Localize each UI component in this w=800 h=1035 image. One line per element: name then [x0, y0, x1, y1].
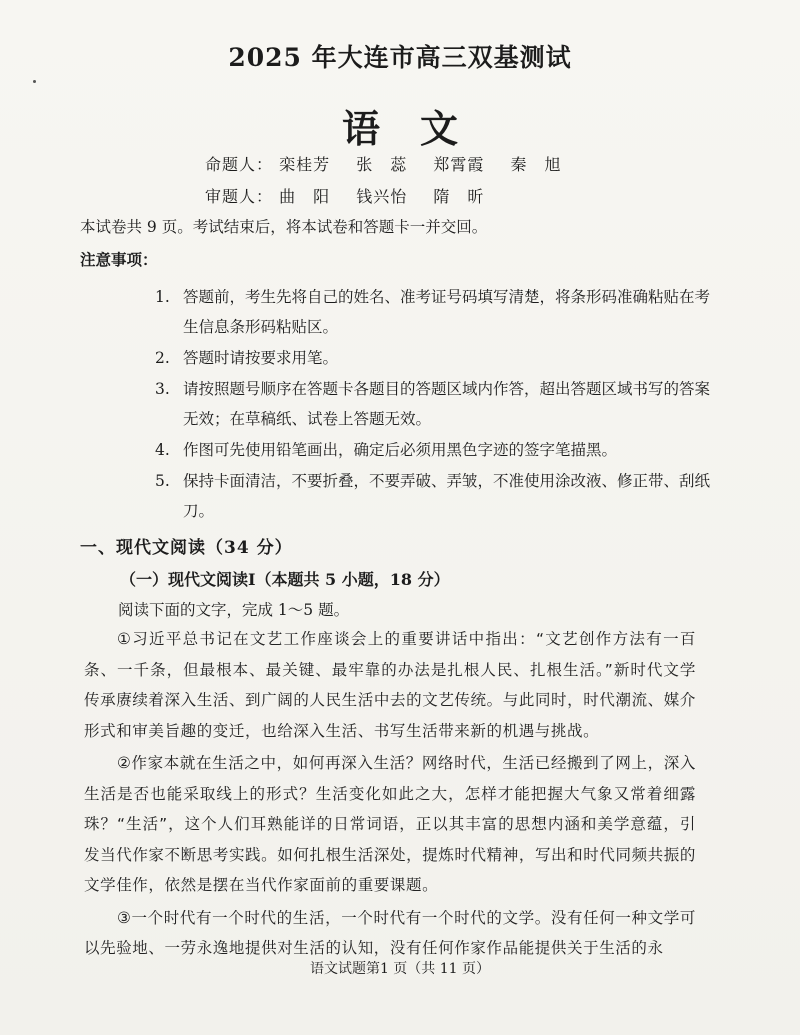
passage-paragraph: ③一个时代有一个时代的生活，一个时代有一个时代的文学。没有任何一种文学可以先验地、一劳永逸地提供对生活的认知，没有任何作家作品能提供关于生活的永 [84, 908, 696, 957]
reviewer-name: 钱兴怡 [356, 187, 408, 206]
notice-number: 3. [155, 380, 170, 398]
proposer-name: 秦 旭 [510, 155, 562, 174]
subject-title: 语文 [341, 106, 498, 151]
notice-item [155, 374, 715, 434]
notice-number: 1. [155, 288, 170, 306]
reading-instruction: 阅读下面的文字，完成 1～5 题。 [118, 601, 350, 619]
reading-passage [84, 624, 696, 966]
proposer-name: 郑霄霞 [433, 155, 485, 174]
scan-speck [33, 80, 36, 83]
proposer-name: 张 蕊 [356, 155, 408, 174]
notice-number: 4. [155, 441, 170, 459]
notice-item [155, 466, 715, 526]
reviewers-label: 审题人： [205, 187, 274, 206]
notice-number: 2. [155, 349, 170, 367]
subsection-heading: （一）现代文阅读Ⅰ（本题共 5 小题，18 分） [120, 570, 450, 589]
notice-item [155, 282, 715, 342]
notice-list [155, 282, 715, 527]
proposers-label: 命题人： [205, 155, 274, 174]
notice-item [155, 435, 715, 465]
notice-text: 答题前，考生先将自己的姓名、准考证号码填写清楚，将条形码准确粘贴在考生信息条形码粘贴区。 [183, 288, 711, 336]
passage-paragraph: ②作家本就在生活之中，如何再深入生活？网络时代，生活已经搬到了网上，深入生活是否也能采取线上的形式？生活变化如此之大，怎样才能把握大气象又常着细露珠？“生活”，这个人们耳熟能详的日常词语，正以其丰富的思想内涵和美学意蕴，引发当代作家不断思考实践。如何扎根生活深处，提炼时代精神，写出和时代同频共振的文学佳作，依然是摆在当代作家面前的重要课题。 [84, 754, 696, 894]
page-footer: 语文试题第1 页（共 11 页） [309, 961, 491, 977]
notice-text: 保持卡面清洁，不要折叠，不要弄破、弄皱，不准使用涂改液、修正带、刮纸刀。 [183, 472, 711, 520]
passage-paragraph: ①习近平总书记在文艺工作座谈会上的重要讲话中指出：“文艺创作方法有一百条、一千条，但最根本、最关键、最牢靠的办法是扎根人民、扎根生活。”新时代文学传承赓续着深入生活、到广阔的人民生活中去的文艺传统。与此同时，时代潮流、媒介形式和审美旨趣的变迁，也给深入生活、书写生活带来新的机遇与挑战。 [84, 630, 696, 740]
section-heading: 一、现代文阅读（34 分） [80, 538, 293, 558]
notice-heading: 注意事项： [80, 250, 158, 269]
proposer-name: 栾桂芳 [279, 155, 331, 174]
exam-title: 2025 年大连市高三双基测试 [228, 43, 572, 72]
proposers-line [205, 152, 581, 175]
notice-item [155, 343, 715, 373]
notice-number: 5. [155, 472, 170, 490]
reviewer-name: 曲 阳 [279, 187, 331, 206]
reviewers-line [205, 184, 504, 207]
notice-text: 答题时请按要求用笔。 [183, 349, 339, 367]
reviewer-name: 隋 昕 [433, 187, 485, 206]
exam-intro: 本试卷共 9 页。考试结束后，将本试卷和答题卡一并交回。 [80, 218, 488, 236]
notice-text: 请按照题号顺序在答题卡各题目的答题区域内作答，超出答题区域书写的答案无效；在草稿纸、试卷上答题无效。 [183, 380, 711, 428]
notice-text: 作图可先使用铅笔画出，确定后必须用黑色字迹的签字笔描黑。 [183, 441, 618, 459]
